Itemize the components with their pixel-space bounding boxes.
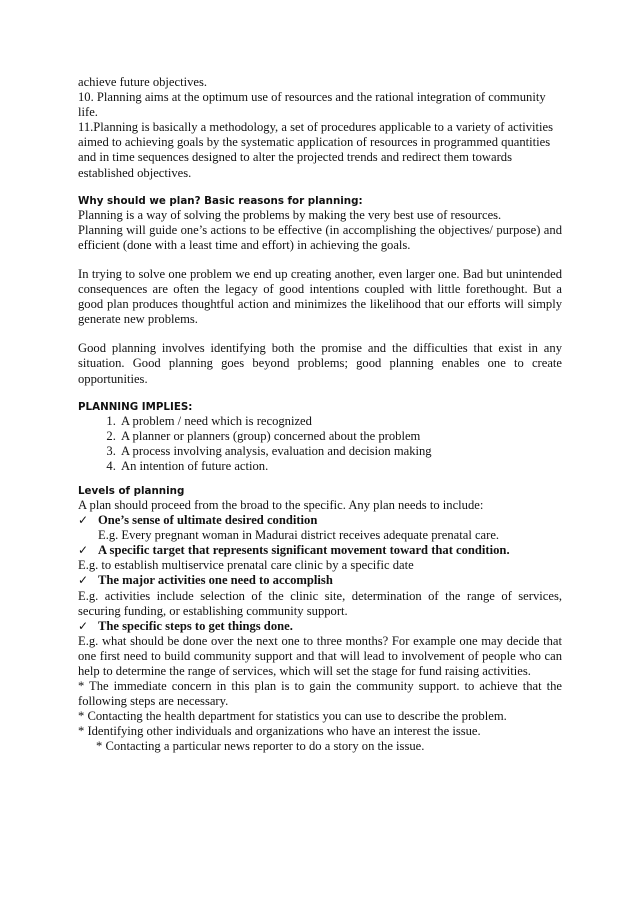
checkmark-icon: ✓ <box>78 573 89 588</box>
check-item-desired-condition <box>78 513 562 528</box>
example-desired-condition: E.g. Every pregnant woman in Madurai district receives adequate prenatal care. <box>98 528 500 543</box>
planning-implies-list <box>78 414 562 474</box>
unintended-consequences-paragraph: In trying to solve one problem we end up creating another, even larger one. Bad but unintended consequences are often the legacy of good intentions coupled with little forethought. But a good plan produces thoughtful action and minimizes the likelihood that our efforts will simply generate new problems. <box>78 266 562 327</box>
levels-of-planning-heading: Levels of planning <box>78 484 185 497</box>
planning-implies-heading: PLANNING IMPLIES: <box>78 400 193 413</box>
list-item: 1. A problem / need which is recognized <box>119 414 562 429</box>
list-item: 4. An intention of future action. <box>119 459 562 474</box>
list-item: 3. A process involving analysis, evaluation and decision making <box>119 444 562 459</box>
why-plan-heading: Why should we plan? Basic reasons for planning: <box>78 194 363 207</box>
example-specific-steps: E.g. what should be done over the next one to three months? For example one may decide that one first need to build community support and that will lead to involvement of people who can help to determine the range of services, which will set the stage for fund raising activities. <box>78 633 562 678</box>
intro-line-1: achieve future objectives. <box>78 75 208 89</box>
star-note-health-department: * Contacting the health department for statistics you can use to describe the problem. <box>78 709 507 724</box>
checkmark-icon: ✓ <box>78 618 89 633</box>
star-note-news-reporter: * Contacting a particular news reporter to do a story on the issue. <box>96 739 425 754</box>
check-item-label: The specific steps to get things done. <box>98 618 293 633</box>
example-major-activities: E.g. activities include selection of the clinic site, determination of the range of services, securing funding, or establishing community support. <box>78 588 562 618</box>
check-item-major-activities <box>78 573 562 588</box>
checkmark-icon: ✓ <box>78 513 89 528</box>
why-plan-line-1: Planning is a way of solving the problems by making the very best use of resources. <box>78 207 502 222</box>
example-specific-target: E.g. to establish multiservice prenatal care clinic by a specific date <box>78 558 414 573</box>
checkmark-icon: ✓ <box>78 543 89 558</box>
star-note-identifying-others: * Identifying other individuals and organizations who have an interest the issue. <box>78 724 481 739</box>
intro-line-3: 11.Planning is basically a methodology, a set of procedures applicable to a variety of activities aimed to achieving goals by the systematic application of resources in programmed quantities and in time sequences designed to alter the projected trends and redirect them towards established objectives. <box>78 120 554 180</box>
levels-intro: A plan should proceed from the broad to the specific. Any plan needs to include: <box>78 497 484 512</box>
why-plan-line-2: Planning will guide one’s actions to be effective (in accomplishing the objectives/ purpose) and efficient (done with a least time and effort) in achieving the goals. <box>78 222 562 252</box>
document-page <box>78 75 562 755</box>
check-item-specific-steps <box>78 619 562 634</box>
star-note-immediate-concern: * The immediate concern in this plan is to gain the community support. to achieve that the following steps are necessary. <box>78 679 562 709</box>
check-item-label: The major activities one need to accomplish <box>98 573 333 588</box>
check-item-label: One’s sense of ultimate desired condition <box>98 513 318 528</box>
check-item-label: A specific target that represents significant movement toward that condition. <box>98 543 510 558</box>
good-planning-paragraph: Good planning involves identifying both the promise and the difficulties that exist in any situation. Good planning goes beyond problems; good planning enables one to create opportunities. <box>78 341 562 386</box>
check-item-specific-target <box>78 543 562 558</box>
list-item: 2. A planner or planners (group) concerned about the problem <box>119 429 562 444</box>
intro-line-2: 10. Planning aims at the optimum use of resources and the rational integration of community life. <box>78 90 546 120</box>
